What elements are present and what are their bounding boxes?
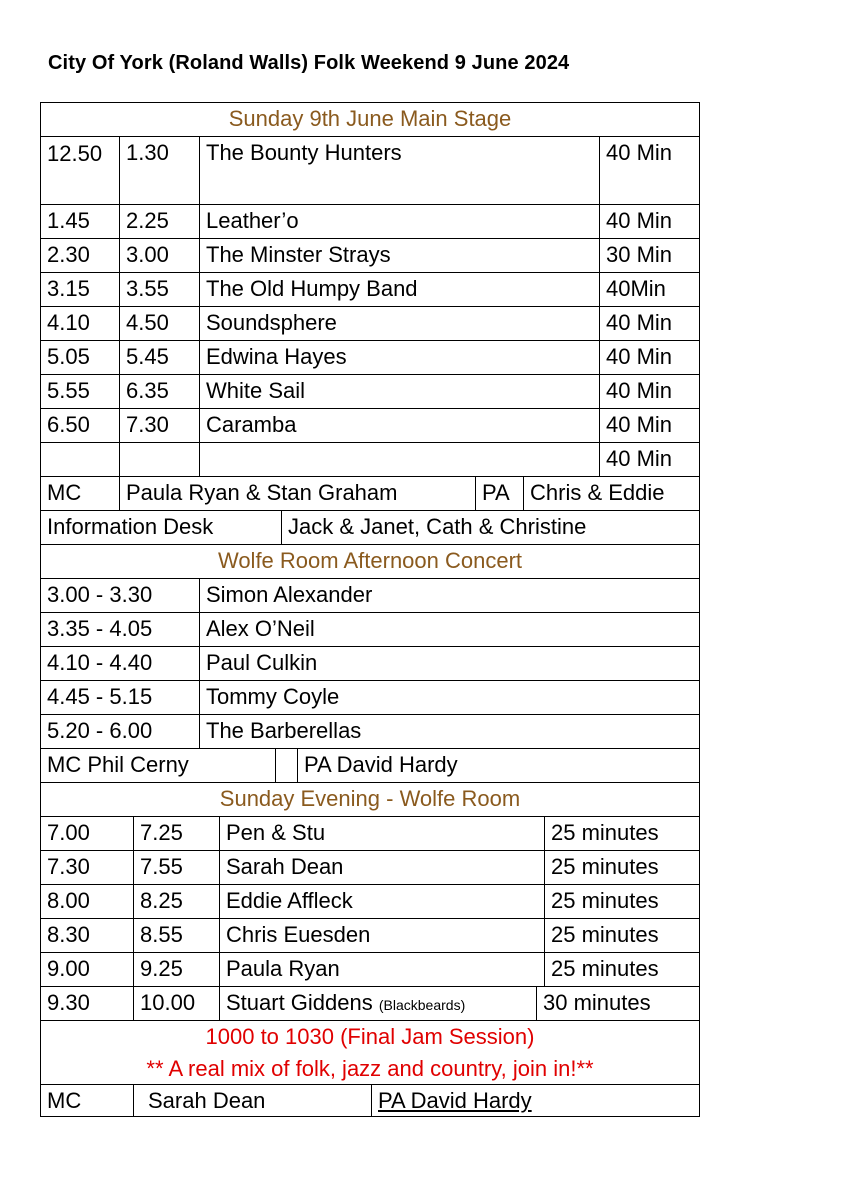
mc-name: MC Phil Cerny bbox=[47, 752, 189, 777]
act-name bbox=[199, 443, 599, 476]
mc-label: MC bbox=[47, 1088, 82, 1113]
end-time: 7.25 bbox=[133, 817, 219, 850]
end-time: 6.35 bbox=[119, 375, 199, 408]
start-time: 7.30 bbox=[47, 854, 90, 879]
table-row bbox=[40, 850, 700, 884]
duration: 40 Min bbox=[599, 205, 699, 238]
jam-session-row bbox=[40, 1020, 700, 1084]
duration: 30 minutes bbox=[536, 987, 699, 1020]
main-stage-header-row bbox=[40, 102, 700, 136]
table-row bbox=[40, 816, 700, 850]
end-time: 5.45 bbox=[119, 341, 199, 374]
pa-name-cell bbox=[371, 1085, 699, 1116]
act-name: Paul Culkin bbox=[199, 647, 699, 680]
end-time: 7.30 bbox=[119, 409, 199, 442]
act-name: Sarah Dean bbox=[219, 851, 544, 884]
duration: 25 minutes bbox=[544, 919, 699, 952]
table-row bbox=[40, 986, 700, 1020]
jam-session-title: 1000 to 1030 (Final Jam Session) bbox=[205, 1024, 535, 1049]
act-name: Soundsphere bbox=[199, 307, 599, 340]
start-time: 9.00 bbox=[47, 956, 90, 981]
duration: 40 Min bbox=[599, 341, 699, 374]
duration: 25 minutes bbox=[544, 817, 699, 850]
act-name: Alex O’Neil bbox=[199, 613, 699, 646]
table-row bbox=[40, 918, 700, 952]
end-time: 1.30 bbox=[119, 137, 199, 204]
wolfe-evening-mc-row bbox=[40, 1084, 700, 1117]
pa-names: Chris & Eddie bbox=[523, 477, 699, 510]
spacer-cell bbox=[275, 749, 297, 782]
act-name: Stuart Giddens bbox=[226, 990, 373, 1015]
duration: 40 Min bbox=[599, 137, 699, 204]
table-row bbox=[40, 680, 700, 714]
table-row bbox=[40, 136, 700, 204]
end-time: 7.55 bbox=[133, 851, 219, 884]
table-row bbox=[40, 578, 700, 612]
table-row bbox=[40, 272, 700, 306]
table-row bbox=[40, 340, 700, 374]
start-time: 8.00 bbox=[47, 888, 90, 913]
end-time: 9.25 bbox=[133, 953, 219, 986]
end-time: 4.50 bbox=[119, 307, 199, 340]
information-desk-row bbox=[40, 510, 700, 544]
table-row bbox=[40, 884, 700, 918]
duration: 30 Min bbox=[599, 239, 699, 272]
start-time: 5.55 bbox=[47, 378, 90, 403]
pa-name: PA David Hardy bbox=[297, 749, 699, 782]
end-time: 8.25 bbox=[133, 885, 219, 918]
table-row bbox=[40, 646, 700, 680]
duration: 40Min bbox=[599, 273, 699, 306]
table-row bbox=[40, 714, 700, 748]
page-title: City Of York (Roland Walls) Folk Weekend 9 June 2024 bbox=[48, 52, 570, 74]
start-time: 1.45 bbox=[47, 208, 90, 233]
table-row bbox=[40, 612, 700, 646]
mc-names: Paula Ryan & Stan Graham bbox=[119, 477, 475, 510]
end-time: 10.00 bbox=[133, 987, 219, 1020]
duration: 25 minutes bbox=[544, 953, 699, 986]
pa-label: PA bbox=[475, 477, 523, 510]
time-range: 5.20 - 6.00 bbox=[47, 718, 153, 743]
act-name: The Minster Strays bbox=[199, 239, 599, 272]
start-time bbox=[41, 443, 119, 476]
wolfe-afternoon-header-row bbox=[40, 544, 700, 578]
duration: 25 minutes bbox=[544, 885, 699, 918]
act-name: Tommy Coyle bbox=[199, 681, 699, 714]
info-desk-label: Information Desk bbox=[47, 514, 214, 539]
start-time: 2.30 bbox=[47, 242, 90, 267]
table-row bbox=[40, 204, 700, 238]
wolfe-evening-header-row bbox=[40, 782, 700, 816]
start-time: 5.05 bbox=[47, 344, 90, 369]
start-time: 12.50 bbox=[47, 141, 103, 166]
table-row bbox=[40, 442, 700, 476]
act-name: Edwina Hayes bbox=[199, 341, 599, 374]
start-time: 6.50 bbox=[47, 412, 90, 437]
end-time bbox=[119, 443, 199, 476]
time-range: 4.10 - 4.40 bbox=[47, 650, 153, 675]
duration: 40 Min bbox=[599, 375, 699, 408]
pa-name: PA David Hardy bbox=[378, 1088, 532, 1113]
table-row bbox=[40, 408, 700, 442]
act-name: Simon Alexander bbox=[199, 579, 699, 612]
act-note: (Blackbeards) bbox=[378, 997, 466, 1013]
start-time: 9.30 bbox=[47, 990, 90, 1015]
table-row bbox=[40, 238, 700, 272]
act-name: The Bounty Hunters bbox=[199, 137, 599, 204]
act-name: Paula Ryan bbox=[219, 953, 544, 986]
start-time: 3.15 bbox=[47, 276, 90, 301]
info-desk-names: Jack & Janet, Cath & Christine bbox=[281, 511, 699, 544]
end-time: 3.00 bbox=[119, 239, 199, 272]
main-stage-mc-row bbox=[40, 476, 700, 510]
act-name-cell bbox=[219, 987, 536, 1020]
jam-session-note: ** A real mix of folk, jazz and country, join in!** bbox=[146, 1056, 594, 1081]
start-time: 4.10 bbox=[47, 310, 90, 335]
mc-name: Sarah Dean bbox=[133, 1085, 371, 1116]
duration: 40 Min bbox=[599, 443, 699, 476]
act-name: Caramba bbox=[199, 409, 599, 442]
act-name: The Old Humpy Band bbox=[199, 273, 599, 306]
table-row bbox=[40, 952, 700, 986]
duration: 40 Min bbox=[599, 409, 699, 442]
act-name: Pen & Stu bbox=[219, 817, 544, 850]
time-range: 3.00 - 3.30 bbox=[47, 582, 153, 607]
main-stage-header: Sunday 9th June Main Stage bbox=[228, 106, 512, 131]
time-range: 3.35 - 4.05 bbox=[47, 616, 153, 641]
time-range: 4.45 - 5.15 bbox=[47, 684, 153, 709]
duration: 25 minutes bbox=[544, 851, 699, 884]
duration: 40 Min bbox=[599, 307, 699, 340]
act-name: White Sail bbox=[199, 375, 599, 408]
table-row bbox=[40, 306, 700, 340]
wolfe-afternoon-header: Wolfe Room Afternoon Concert bbox=[217, 548, 523, 573]
start-time: 8.30 bbox=[47, 922, 90, 947]
act-name: Leather’o bbox=[199, 205, 599, 238]
wolfe-afternoon-mc-row bbox=[40, 748, 700, 782]
end-time: 2.25 bbox=[119, 205, 199, 238]
mc-label: MC bbox=[47, 480, 82, 505]
end-time: 3.55 bbox=[119, 273, 199, 306]
start-time: 7.00 bbox=[47, 820, 90, 845]
act-name: The Barberellas bbox=[199, 715, 699, 748]
act-name: Chris Euesden bbox=[219, 919, 544, 952]
table-row bbox=[40, 374, 700, 408]
act-name: Eddie Affleck bbox=[219, 885, 544, 918]
end-time: 8.55 bbox=[133, 919, 219, 952]
wolfe-evening-header: Sunday Evening - Wolfe Room bbox=[219, 786, 521, 811]
